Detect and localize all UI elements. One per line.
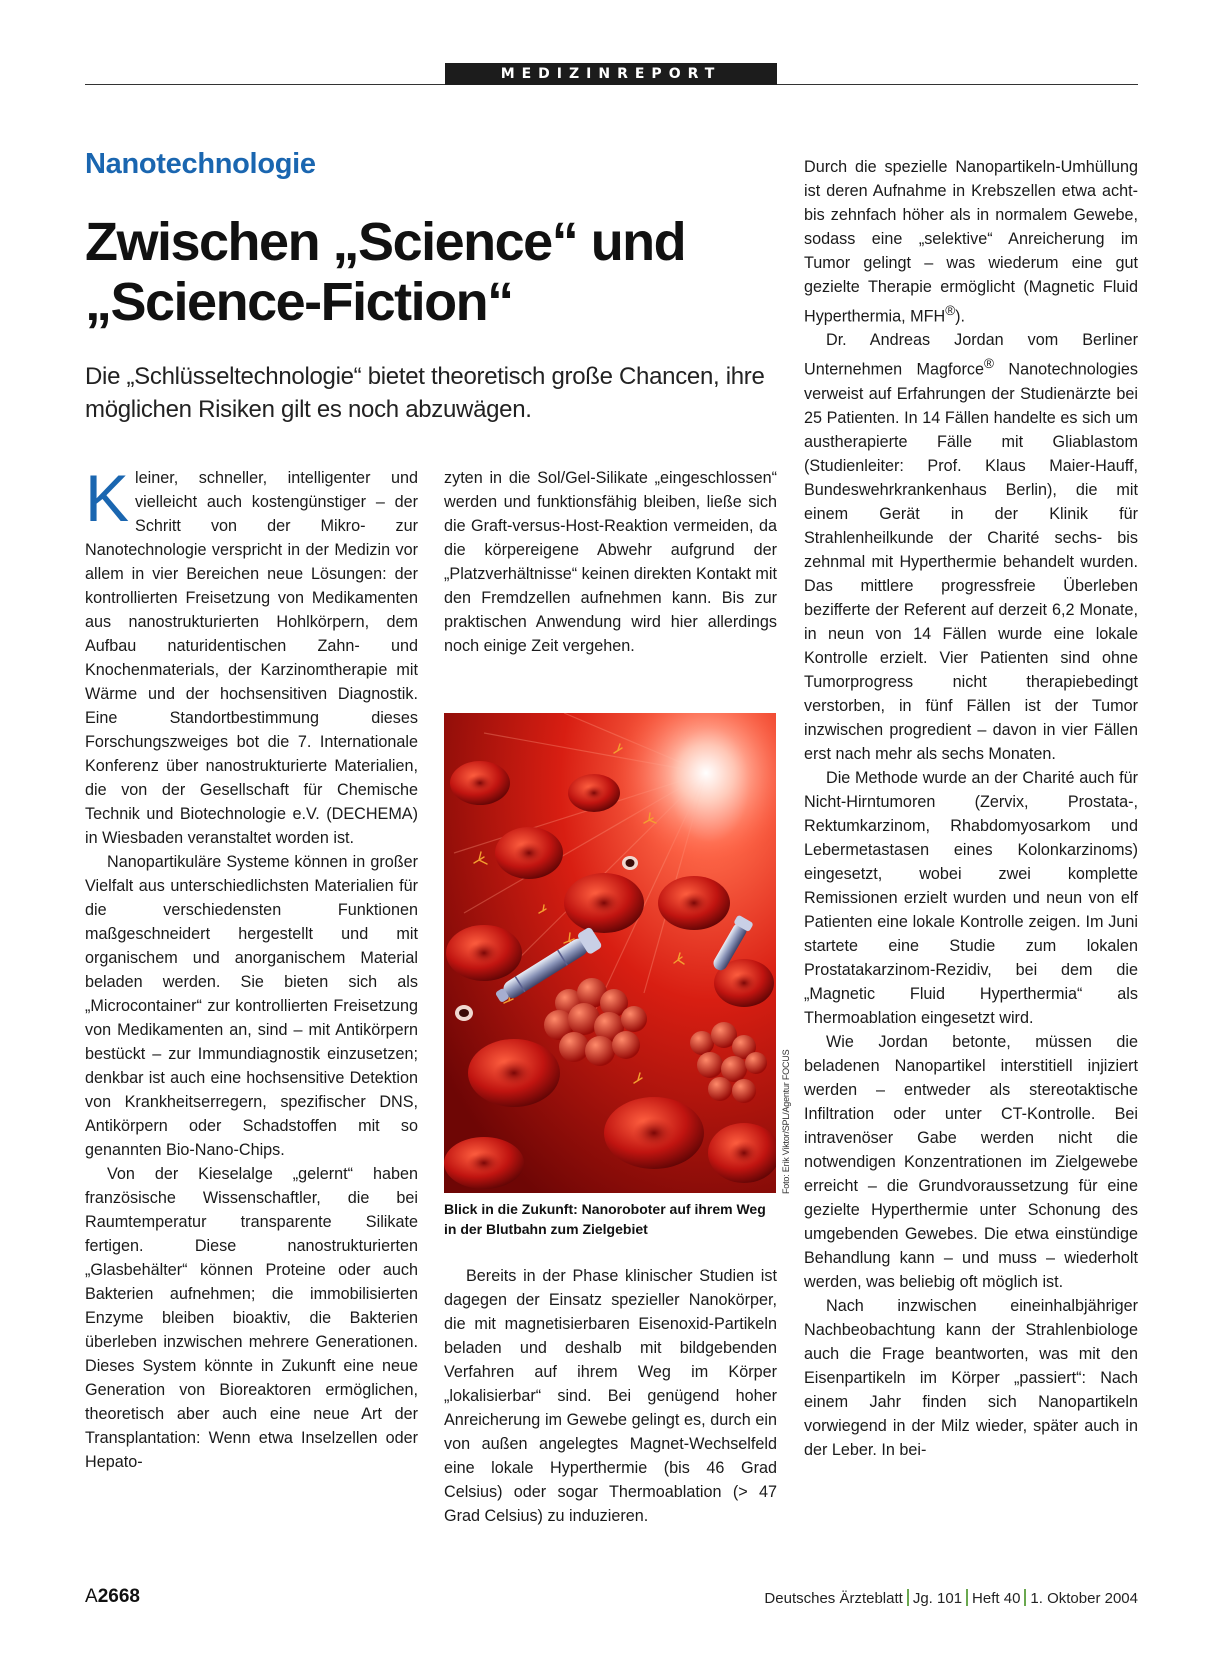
article-headline: Zwischen „Science“ und „Science-Fiction“ (85, 212, 686, 332)
jordan-intro-text: Dr. Andreas Jordan vom Berliner Unternehmen Magforce (804, 331, 1138, 379)
publication-info (764, 1589, 1138, 1607)
body-paragraph-3: Von der Kieselalge „gelernt“ haben französische Wissenschaftler, die bei Raumtemperatur transparente Silikate fertigen. Diese nanostrukturierten „Glasbehälter“ können Proteine oder auch Bakterien aufnehmen; die immobilisierten Enzyme bleiben bioaktiv, die Bakterien überleben inzwischen mehrere Generationen. Dieses System könnte in Zukunft eine neue Generation von Bioreaktoren ermöglichen, theoretisch aber auch eine neue Art der Transplantation: Wenn etwa Inselzellen oder Hepato- (85, 1165, 418, 1471)
text-column-2-bottom (444, 1264, 777, 1554)
nanorobot-illustration (444, 713, 776, 1193)
body-paragraph-4: Bereits in der Phase klinischer Studien ist dagegen der Einsatz spezieller Nanokörper, die mit magnetisierbaren Eisenoxid-Partikeln beladen und deshalb mit bildgebenden Verfahren auf ihrem Weg im Körper „lokalisierbar“ sind. Bei genügend hoher Anreicherung im Gewebe gelingt es, durch ein von außen angelegtes Magnet-Wechselfeld eine lokale Hyperthermie (bis 46 Grad Celsius) oder sogar Thermoablation (> 47 Grad Celsius) zu induzieren. (444, 1267, 777, 1525)
text-column-1 (85, 466, 418, 1556)
body-paragraph-7: Wie Jordan betonte, müssen die beladenen Nanopartikel interstitiell injiziert werden – entweder als stereotaktische Infiltration oder unter CT-Kontrolle. Bei intravenöser Gabe werden nicht die notwendigen Konzentrationen im Zielgewebe erreicht – die Grundvoraussetzung für eine gezielte Hyperthermie unter Schonung des umgebenden Gewebes. Die etwa einstündige Behandlung kann – und muss – wiederholt werden, was beliebig oft möglich ist. (804, 1032, 1138, 1291)
registered-mark: ® (984, 356, 994, 372)
drop-cap: K (85, 466, 130, 535)
journal-name: Deutsches Ärzteblatt (764, 1590, 903, 1607)
body-paragraph-8: Nach inzwischen eineinhalbjähriger Nachbeobachtung kann der Strahlenbiologe auch die Frage beantworten, was mit den Eisenpartikeln im Körper „passiert“: Nach einem Jahr finden sich Nanopartikeln vorwiegend in der Milz wieder, später auch in der Leber. In bei- (804, 1296, 1138, 1459)
volume: Jg. 101 (912, 1590, 963, 1607)
registered-mark: ® (945, 303, 956, 318)
footer-separator (1024, 1589, 1026, 1606)
page-prefix: A (85, 1586, 98, 1607)
body-paragraph-4-continued (804, 155, 1138, 328)
article-kicker: Nanotechnologie (85, 148, 316, 180)
mfh-text: Durch die spezielle Nanopartikeln-Umhüllung ist deren Aufnahme in Krebszellen etwa acht- bis zehnfach höher als in normalem Gewebe, sodass eine „selektive“ Anreicherung im Tumor gelingt – was wiederum eine gut gezielte Therapie ermöglicht (Magnetic Fluid Hyperthermia, MFH (804, 158, 1138, 326)
page-number-value: 2668 (97, 1586, 140, 1607)
jordan-text: Nanotechnologies verweist auf Erfahrungen der Studienärzte bei 25 Patienten. In 14 Fällen handelte es sich um austherapierte Fälle mit Gliablastom (Studienleiter: Prof. Klaus Maier-Hauff, Bundeswehrkrankenhaus Berlin), die mit einem Gerät in der Klinik für Strahlenheilkunde der Charité sechs- bis zehnmal mit Hyperthermie behandelt wurden. Das mittlere progressfreie Überleben bezifferte der Referent auf derzeit 6,2 Monate, in neun von 14 Fällen wurde eine lokale Kontrolle erzielt. Vier Patienten sind ohne Tumorprogress nicht therapiebedingt verstorben, in fünf Fällen ist der Tumor inzwischen progredient – davon in vier Fällen erst nach mehr als sechs Monaten. (804, 360, 1138, 763)
footer-separator (907, 1589, 909, 1606)
lead-paragraph (85, 466, 418, 850)
photo-credit: Foto: Erik Viktor/SPL/Agentur FOCUS (781, 1049, 791, 1194)
footer-separator (966, 1589, 968, 1606)
body-paragraph-6: Die Methode wurde an der Charité auch für Nicht-Hirntumoren (Zervix, Prostata-, Rektumkarzinom, Rhabdomyosarkom und Lebermetastasen eines Kolonkarzinoms) eingesetzt, wobei zwei komplette Remissionen erzielt wurden und neun von elf Patienten eine lokale Kontrolle zeigen. Im Juni startete eine Studie zum lokalen Prostatakarzinom-Rezidiv, bei dem die „Magnetic Fluid Hyperthermia“ als Thermoablation eingesetzt wird. (804, 768, 1138, 1027)
page-number (85, 1586, 140, 1608)
text-column-2-top (444, 466, 777, 658)
body-paragraph-3-continued: zyten in die Sol/Gel-Silikate „eingeschlossen“ werden und funktionsfähig bleiben, ließe sich die Graft-versus-Host-Reaktion vermeiden, da die körpereigene Abwehr aufgrund der „Platzverhältnisse“ keinen direkten Kontakt mit den Fremdzellen aufnehmen kann. Bis zur praktischen Anwendung wird hier allerdings noch einige Zeit vergehen. (444, 469, 777, 655)
article-deck: Die „Schlüsseltechnologie“ bietet theoretisch große Chancen, ihre möglichen Risiken gilt es noch abzuwägen. (85, 363, 765, 423)
section-banner: MEDIZINREPORT (445, 63, 777, 85)
body-paragraph-5 (804, 328, 1138, 765)
publication-date: 1. Oktober 2004 (1030, 1590, 1138, 1607)
lead-text: leiner, schneller, intelligenter und vielleicht auch kostengünstiger – der Schritt von der Mikro- zur Nanotechnologie verspricht in der Medizin vor allem in vier Bereichen neue Lösungen: der kontrollierten Freisetzung von Medikamenten aus nanostrukturierten Hohlkörpern, dem Aufbau naturidentischen Zahn- und Knochenmaterials, der Karzinomtherapie mit Wärme und der hochsensitiven Diagnostik. Eine Standortbestimmung dieses Forschungszweiges bot die 7. Internationale Konferenz über nanostrukturierte Materialien, die von der Gesellschaft für Chemische Technik und Biotechnologie e.V. (DECHEMA) in Wiesbaden veranstaltet worden ist. (85, 469, 418, 847)
nanorobot-bloodstream-image (444, 713, 776, 1193)
issue: Heft 40 (972, 1590, 1021, 1607)
text-column-3 (804, 155, 1138, 1555)
figure-caption: Blick in die Zukunft: Nanoroboter auf ihrem Weg in der Blutbahn zum Zielgebiet (444, 1201, 766, 1237)
mfh-text-end: ). (955, 307, 966, 326)
body-paragraph-2: Nanopartikuläre Systeme können in großer Vielfalt aus unterschiedlichsten Materialien für die verschiedensten Funktionen maßgeschneidert hergestellt und mit organischem und anorganischem Material beladen werden. Sie bieten sich als „Microcontainer“ zur kontrollierten Freisetzung von Medikamenten an, sind – mit Antikörpern bestückt – zur Immundiagnostik einzusetzen; denkbar ist auch eine hochsensitive Detektion von Krankheitserregern, spezifischer DNS, Antikörpern oder Schadstoffen mit so genannten Bio-Nano-Chips. (85, 853, 418, 1159)
